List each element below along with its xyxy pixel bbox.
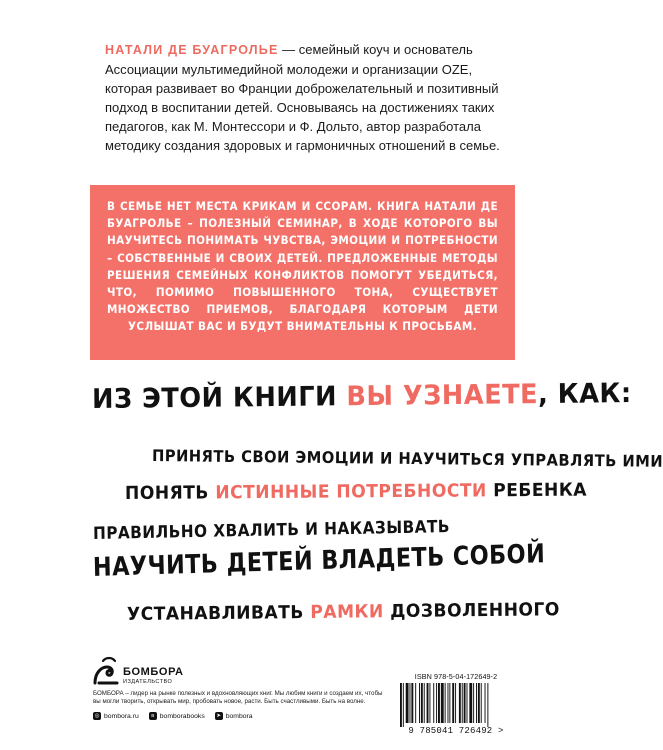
item2-pre: ПОНЯТЬ [124,482,216,504]
quote-box [90,185,515,360]
globe-icon: ◎ [94,713,100,719]
author-bio [105,40,515,155]
publisher-logo [93,653,383,685]
barcode-image [396,683,516,727]
barcode-bar [411,683,413,723]
barcode-bar [462,683,463,723]
vk-icon: в [149,712,157,720]
barcode-bar [410,683,411,723]
barcode-bar [467,683,468,723]
barcode-bar [415,683,416,723]
social-vk[interactable] [149,712,205,720]
bombora-wave-icon [93,655,119,685]
barcode-bar [449,683,450,723]
social-vk-label: bomborabooks [159,712,205,720]
learn-item-limits [127,599,560,625]
barcode-bar [429,683,430,723]
social-links [93,712,383,720]
social-site[interactable] [93,712,139,720]
barcode-bar [485,683,486,723]
isbn-label: ISBN 978-5-04-172649-2 [414,672,498,681]
barcode-bar [473,683,474,723]
barcode-bar [469,683,472,723]
barcode-bar [441,683,444,723]
learn-headline [92,378,632,415]
learn-item-emotions-text: ПРИНЯТЬ СВОИ ЭМОЦИИ И НАУЧИТЬСЯ УПРАВЛЯТЬ ИМИ [151,446,663,471]
learn-item-emotions [152,446,663,471]
headline-accent: ВЫ УЗНАЕТЕ [346,379,539,413]
barcode-bar [445,683,446,723]
barcode-bar [421,683,423,723]
author-bio-text: — семейный коуч и основатель Ассоциации мультимедийной молодежи и организации OZE, которая развивает во Франции доброжелательный и позитивный подход в воспитании детей. Основываясь на достижениях таких педагогов, как М. Монтессори и Ф. Дольто, автор разработала методику создания здоровых и гармоничных отношений в семье. [105,42,500,153]
learn-item-needs [125,480,587,504]
barcode-bar [427,683,429,723]
barcode-bar [400,683,402,727]
barcode-bar [481,683,482,723]
logo-sub: ИЗДАТЕЛЬСТВО [123,678,173,685]
learn-item-praise [93,517,450,544]
barcode-bar [452,683,454,723]
quote-text: В СЕМЬЕ НЕТ МЕСТА КРИКАМ И ССОРАМ. КНИГА НАТАЛИ ДЕ БУАГРОЛЬЕ – ПОЛЕЗНЫЙ СЕМИНАР, В ХОДЕ КОТОРОГО ВЫ НАУЧИТЕСЬ ПОНИМАТЬ ЧУВСТВА, ЭМОЦИИ И ПОТРЕБНОСТИ – СОБСТВЕННЫЕ И СВОИХ ДЕТЕЙ. ПРЕДЛОЖЕННЫЕ МЕТОДЫ РЕШЕНИЯ СЕМЕЙНЫХ КОНФЛИКТОВ ПОМОГУТ УБЕДИТЬСЯ, ЧТО, ПОМИМО ПОВЫШЕННОГО ТОНА, СУЩЕСТВУЕТ МНОЖЕСТВО ПРИЕМОВ, БЛАГОДАРЯ КОТОРЫМ ДЕТИ УСЛЫШАТ ВАС И БУДУТ ВНИМАТЕЛЬНЫ К ПРОСЬБАМ. [107,199,498,334]
social-tg-label: bombora [225,712,253,720]
barcode-bar [433,683,434,723]
barcode-bar [424,683,425,723]
barcode-bar [403,683,404,727]
barcode-bar [455,683,456,723]
social-tg[interactable] [215,712,253,720]
item2-post: РЕБЕНКА [486,479,588,502]
barcode-block [396,672,516,736]
barcode-bar [487,683,488,727]
item5-post: ДОЗВОЛЕННОГО [383,599,560,623]
barcode-bar [436,683,437,723]
learn-item-self-control-text: НАУЧИТЬ ДЕТЕЙ ВЛАДЕТЬ СОБОЙ [92,539,546,583]
headline-pre: ИЗ ЭТОЙ КНИГИ [91,381,347,415]
barcode-bar [478,683,480,723]
publisher-block [93,653,383,720]
learn-item-self-control [93,539,546,583]
barcode-digits: 9 785041 726492 > [408,726,504,736]
barcode-bar [438,683,440,723]
telegram-icon: ➤ [216,713,222,719]
social-site-label: bombora.ru [104,712,139,720]
item5-pre: УСТАНАВЛИВАТЬ [126,601,311,625]
barcode-bar [476,683,477,723]
barcode-bar [464,683,466,723]
logo-name: БОМБОРА [123,665,184,678]
barcode-bar [448,683,449,723]
author-name: НАТАЛИ ДЕ БУАГРОЛЬЕ [105,43,279,57]
barcode-bar [406,683,409,723]
publisher-description: БОМБОРА – лидер на рынке полезных и вдохновляющих книг. Мы любим книги и создаем их, чтобы вы могли творить, открывать мир, пробовать новое, расти. Быть счастливыми. Быть на волне. [93,690,383,705]
barcode-bar [419,683,420,723]
learn-item-praise-text: ПРАВИЛЬНО ХВАЛИТЬ И НАКАЗЫВАТЬ [92,517,451,544]
barcode-bar [459,683,461,723]
headline-post: , КАК: [537,378,632,411]
item2-accent: ИСТИННЫЕ ПОТРЕБНОСТИ [215,480,487,504]
item5-accent: РАМКИ [310,601,384,623]
